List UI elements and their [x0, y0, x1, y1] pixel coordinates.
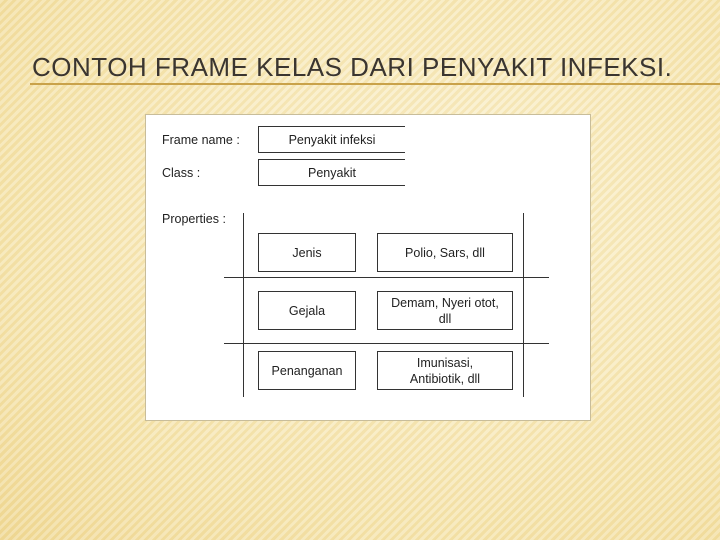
property-name-box-gejala — [258, 291, 356, 330]
property-value-box-gejala — [377, 291, 513, 330]
row-divider-2 — [224, 343, 549, 344]
class-box — [258, 159, 405, 186]
properties-label: Properties : — [162, 212, 226, 226]
property-name: Gejala — [288, 303, 326, 318]
properties-left-line — [243, 213, 244, 397]
property-value-box-penanganan — [377, 351, 513, 390]
property-name-box-jenis — [258, 233, 356, 272]
property-value: Demam, Nyeri otot, dll — [391, 295, 499, 326]
frame-name-label: Frame name : — [162, 133, 240, 147]
property-name: Penanganan — [271, 363, 343, 378]
frame-name-box — [258, 126, 405, 153]
title-underline — [30, 83, 720, 85]
properties-right-line — [523, 213, 524, 397]
frame-name-value: Penyakit infeksi — [288, 132, 376, 147]
property-value-box-jenis — [377, 233, 513, 272]
row-divider-1 — [224, 277, 549, 278]
frame-diagram — [145, 114, 591, 421]
property-name: Jenis — [292, 245, 322, 260]
class-label: Class : — [162, 166, 201, 180]
class-value: Penyakit — [308, 165, 356, 180]
property-value: Imunisasi, Antibiotik, dll — [409, 355, 481, 386]
slide-title: CONTOH FRAME KELAS DARI PENYAKIT INFEKSI. — [32, 52, 673, 82]
property-value: Polio, Sars, dll — [405, 245, 485, 260]
property-name-box-penanganan — [258, 351, 356, 390]
